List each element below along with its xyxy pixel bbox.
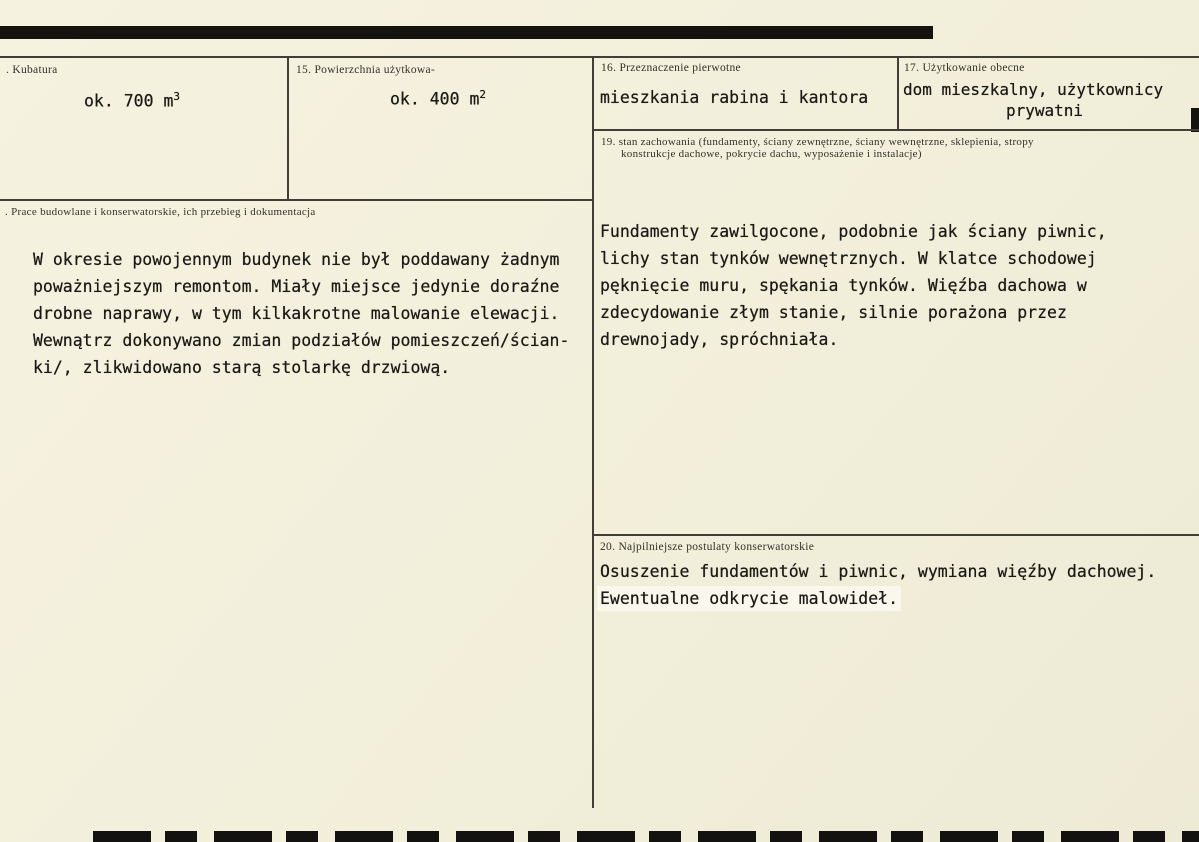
field-kubatura-label: . Kubatura	[6, 64, 58, 76]
kubatura-value-text: ok. 700 m	[84, 91, 174, 111]
field-kubatura-value	[84, 90, 180, 111]
scan-bottom-dashes	[93, 831, 1199, 842]
form-line-top	[0, 56, 1199, 58]
prace-body-line: poważniejszym remontom. Miały miejsce jedynie doraźne	[33, 277, 560, 296]
prace-body-line: ki/, zlikwidowano starą stolarkę drzwiową.	[33, 358, 451, 377]
form-line-main-vertical	[592, 57, 594, 808]
field-powierzchnia-label: 15. Powierzchnia użytkowa-	[296, 64, 436, 76]
form-line-divider-16-17	[897, 57, 899, 130]
field-uzytkowanie-value-line1: dom mieszkalny, użytkownicy	[903, 80, 1164, 99]
field-przeznaczenie-label: 16. Przeznaczenie pierwotne	[601, 62, 741, 74]
stan-body-line: zdecydowanie złym stanie, silnie porażona przez	[600, 303, 1067, 322]
postulaty-body-line1: Osuszenie fundamentów i piwnic, wymiana więźby dachowej.	[600, 562, 1157, 581]
field-prace-body	[33, 246, 569, 381]
field-powierzchnia-value	[390, 88, 486, 109]
form-line-under-16-17	[592, 129, 1199, 131]
prace-body-line: W okresie powojennym budynek nie był poddawany żadnym	[33, 250, 560, 269]
field-postulaty-label: 20. Najpilniejsze postulaty konserwatorskie	[600, 541, 815, 553]
field-stan-label-line1: 19. stan zachowania (fundamenty, ściany zewnętrzne, ściany wewnętrzne, sklepienia, stropy	[601, 136, 1034, 148]
stan-body-line: pęknięcie muru, spękania tynków. Więźba dachowa w	[600, 276, 1087, 295]
form-line-under-left-cells	[0, 199, 593, 201]
field-uzytkowanie-value-line2: prywatni	[1006, 101, 1084, 120]
stan-body-line: lichy stan tynków wewnętrznych. W klatce schodowej	[600, 249, 1097, 268]
field-uzytkowanie-label: 17. Użytkowanie obecne	[904, 62, 1025, 74]
prace-body-line: Wewnątrz dokonywano zmian podziałów pomieszczeń/ścian-	[33, 331, 570, 350]
form-line-above-20	[592, 534, 1199, 536]
scan-top-bar	[0, 26, 933, 39]
field-prace-label: . Prace budowlane i konserwatorskie, ich przebieg i dokumentacja	[5, 206, 316, 218]
form-line-divider-14-15	[287, 57, 289, 200]
powierzchnia-value-exponent: 2	[479, 88, 487, 101]
stan-body-line: drewnojady, spróchniała.	[600, 330, 839, 349]
field-stan-body	[600, 218, 1107, 353]
field-przeznaczenie-value: mieszkania rabina i kantora	[600, 88, 869, 107]
powierzchnia-value-text: ok. 400 m	[390, 89, 480, 109]
stan-body-line: Fundamenty zawilgocone, podobnie jak ściany piwnic,	[600, 222, 1107, 241]
field-stan-label-line2: konstrukcje dachowe, pokrycie dachu, wyposażenie i instalacje)	[621, 148, 922, 160]
postulaty-body-line2: Ewentualne odkrycie malowideł.	[600, 589, 899, 608]
kubatura-value-exponent: 3	[173, 90, 181, 103]
prace-body-line: drobne naprawy, w tym kilkakrotne malowanie elewacji.	[33, 304, 560, 323]
field-postulaty-body	[600, 558, 1156, 612]
